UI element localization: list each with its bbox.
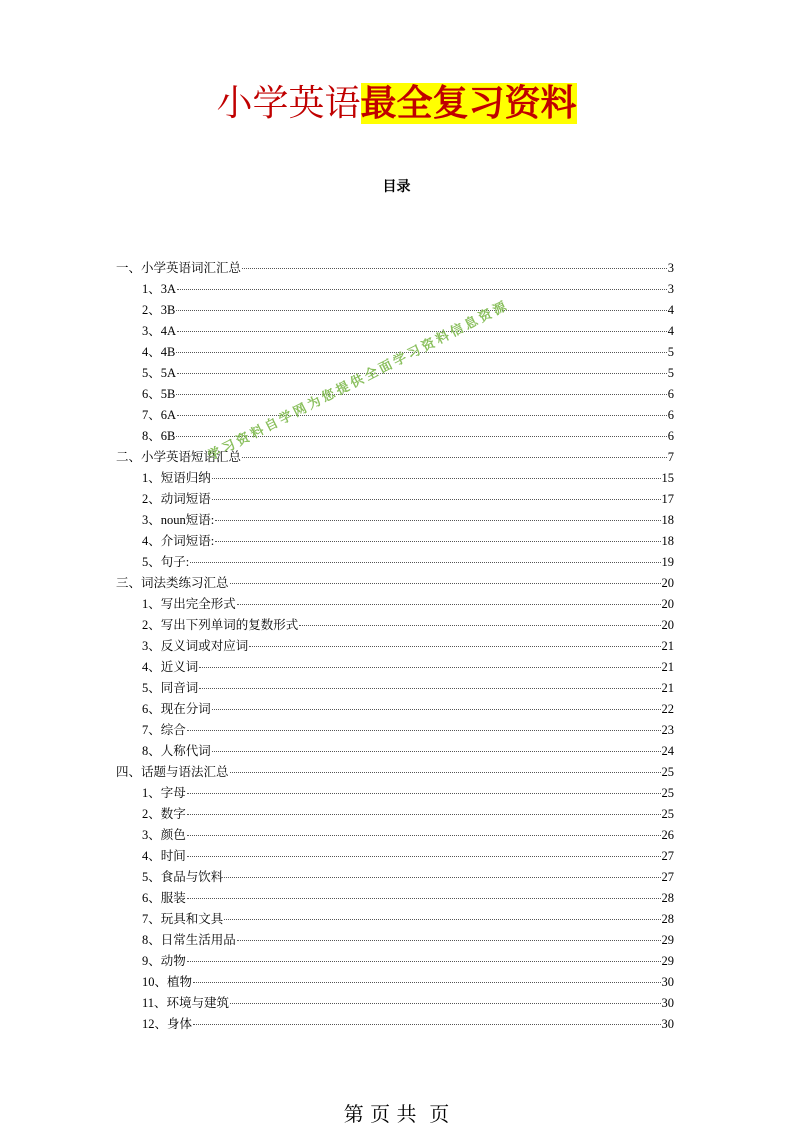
- toc-entry[interactable]: [116, 258, 674, 279]
- toc-entry-page: 27: [661, 849, 674, 863]
- toc-dot-leader: [212, 499, 661, 500]
- toc-entry-page: 27: [661, 870, 674, 884]
- toc-entry[interactable]: [116, 846, 674, 867]
- toc-entry-label: 1、短语归纳: [142, 471, 211, 485]
- toc-dot-leader: [215, 520, 660, 521]
- toc-entry-label: 7、6A: [142, 408, 177, 422]
- toc-entry-label: 6、服装: [142, 891, 186, 905]
- toc-entry-label: 6、现在分词: [142, 702, 211, 716]
- toc-entry-label: 3、反义词或对应词: [142, 639, 249, 653]
- toc-entry-label: 4、介词短语:: [142, 534, 215, 548]
- toc-entry[interactable]: [116, 279, 674, 300]
- toc-entry-page: 6: [667, 387, 674, 401]
- toc-entry[interactable]: [116, 657, 674, 678]
- toc-dot-leader: [249, 646, 660, 647]
- toc-entry-label: 5、同音词: [142, 681, 199, 695]
- toc-entry-label: 3、颜色: [142, 828, 186, 842]
- toc-dot-leader: [187, 856, 661, 857]
- toc-entry[interactable]: [116, 615, 674, 636]
- toc-dot-leader: [187, 835, 661, 836]
- toc-entry[interactable]: [116, 321, 674, 342]
- toc-entry[interactable]: [116, 447, 674, 468]
- toc-entry-page: 18: [661, 534, 674, 548]
- toc-entry[interactable]: [116, 678, 674, 699]
- toc-entry[interactable]: [116, 510, 674, 531]
- toc-entry[interactable]: [116, 699, 674, 720]
- toc-entry[interactable]: [116, 762, 674, 783]
- toc-entry-label: 5、句子:: [142, 555, 190, 569]
- document-title: [0, 82, 793, 126]
- toc-entry-page: 28: [661, 891, 674, 905]
- toc-dot-leader: [212, 751, 661, 752]
- toc-entry[interactable]: [116, 741, 674, 762]
- toc-entry[interactable]: [116, 489, 674, 510]
- toc-dot-leader: [187, 961, 661, 962]
- toc-dot-leader: [177, 289, 667, 290]
- toc-entry-page: 5: [667, 366, 674, 380]
- toc-dot-leader: [215, 541, 660, 542]
- toc-entry-label: 3、4A: [142, 324, 177, 338]
- toc-entry-page: 4: [667, 324, 674, 338]
- toc-entry[interactable]: [116, 384, 674, 405]
- toc-dot-leader: [187, 814, 661, 815]
- toc-entry[interactable]: [116, 804, 674, 825]
- toc-entry-page: 6: [667, 408, 674, 422]
- toc-entry-label: 2、数字: [142, 807, 186, 821]
- toc-entry-label: 四、话题与语法汇总: [116, 765, 229, 779]
- toc-entry-page: 23: [661, 723, 674, 737]
- toc-dot-leader: [190, 562, 660, 563]
- toc-entry-page: 24: [661, 744, 674, 758]
- toc-dot-leader: [230, 583, 661, 584]
- toc-dot-leader: [187, 793, 661, 794]
- toc-entry[interactable]: [116, 552, 674, 573]
- toc-dot-leader: [199, 667, 660, 668]
- toc-entry[interactable]: [116, 531, 674, 552]
- page-footer: 第 页 共 页: [343, 1102, 450, 1126]
- toc-entry-label: 2、动词短语: [142, 492, 211, 506]
- toc-entry-page: 20: [661, 597, 674, 611]
- toc-dot-leader: [242, 268, 667, 269]
- toc-entry-page: 3: [667, 282, 674, 296]
- toc-entry-label: 三、词法类练习汇总: [116, 576, 229, 590]
- toc-dot-leader: [193, 982, 660, 983]
- toc-entry[interactable]: [116, 636, 674, 657]
- title-part1: 小学英语: [216, 83, 361, 124]
- toc-entry-label: 1、3A: [142, 282, 177, 296]
- toc-entry-label: 7、玩具和文具: [142, 912, 224, 926]
- toc-entry-page: 29: [661, 933, 674, 947]
- toc-entry-label: 6、5B: [142, 387, 176, 401]
- toc-entry-page: 26: [661, 828, 674, 842]
- table-of-contents: [116, 258, 674, 1035]
- toc-dot-leader: [199, 688, 660, 689]
- watermark: 学习资料自学网为您提供全面学习资料信息资源: [205, 298, 512, 464]
- toc-entry-page: 28: [661, 912, 674, 926]
- toc-dot-leader: [299, 625, 660, 626]
- toc-entry-page: 30: [661, 996, 674, 1010]
- toc-entry-page: 17: [661, 492, 674, 506]
- toc-entry-label: 4、时间: [142, 849, 186, 863]
- toc-entry[interactable]: [116, 888, 674, 909]
- toc-entry-label: 12、身体: [142, 1017, 193, 1031]
- toc-entry-label: 8、人称代词: [142, 744, 211, 758]
- toc-dot-leader: [187, 730, 661, 731]
- toc-entry-label: 4、近义词: [142, 660, 199, 674]
- toc-dot-leader: [177, 415, 667, 416]
- title-part2-highlighted: 最全复习资料: [360, 83, 577, 124]
- toc-entry-page: 20: [661, 618, 674, 632]
- toc-entry-label: 3、noun短语:: [142, 513, 215, 527]
- toc-dot-leader: [176, 310, 666, 311]
- toc-entry[interactable]: [116, 825, 674, 846]
- toc-entry-label: 7、综合: [142, 723, 186, 737]
- toc-entry-page: 20: [661, 576, 674, 590]
- toc-entry-label: 2、写出下列单词的复数形式: [142, 618, 299, 632]
- toc-entry[interactable]: [116, 972, 674, 993]
- toc-entry[interactable]: [116, 867, 674, 888]
- toc-entry-page: 29: [661, 954, 674, 968]
- toc-entry[interactable]: [116, 909, 674, 930]
- toc-entry[interactable]: [116, 720, 674, 741]
- toc-entry-page: 25: [661, 786, 674, 800]
- toc-entry-page: 21: [661, 681, 674, 695]
- toc-dot-leader: [224, 877, 660, 878]
- toc-entry[interactable]: [116, 300, 674, 321]
- toc-entry[interactable]: [116, 930, 674, 951]
- toc-entry-page: 21: [661, 660, 674, 674]
- toc-dot-leader: [224, 919, 660, 920]
- toc-entry-page: 7: [667, 450, 674, 464]
- toc-entry-label: 9、动物: [142, 954, 186, 968]
- toc-entry-label: 5、5A: [142, 366, 177, 380]
- toc-dot-leader: [230, 772, 661, 773]
- toc-dot-leader: [242, 457, 667, 458]
- toc-entry-label: 11、环境与建筑: [142, 996, 230, 1010]
- toc-entry-page: 18: [661, 513, 674, 527]
- toc-dot-leader: [177, 373, 667, 374]
- toc-dot-leader: [176, 394, 666, 395]
- toc-entry-label: 10、植物: [142, 975, 193, 989]
- toc-entry-page: 25: [661, 807, 674, 821]
- toc-entry[interactable]: [116, 951, 674, 972]
- toc-entry-label: 4、4B: [142, 345, 176, 359]
- toc-entry-page: 5: [667, 345, 674, 359]
- toc-entry-page: 25: [661, 765, 674, 779]
- toc-entry-label: 一、小学英语词汇汇总: [116, 261, 242, 275]
- toc-entry-page: 19: [661, 555, 674, 569]
- toc-entry-page: 22: [661, 702, 674, 716]
- toc-entry[interactable]: [116, 426, 674, 447]
- toc-entry-label: 8、6B: [142, 429, 176, 443]
- toc-entry[interactable]: [116, 573, 674, 594]
- toc-dot-leader: [187, 898, 661, 899]
- toc-dot-leader: [230, 1003, 660, 1004]
- toc-entry-page: 21: [661, 639, 674, 653]
- toc-heading: 目录: [382, 179, 411, 195]
- toc-entry[interactable]: [116, 468, 674, 489]
- toc-entry-label: 5、食品与饮料: [142, 870, 224, 884]
- toc-entry[interactable]: [116, 594, 674, 615]
- toc-dot-leader: [177, 331, 667, 332]
- toc-dot-leader: [237, 604, 661, 605]
- toc-entry-page: 6: [667, 429, 674, 443]
- toc-entry-label: 2、3B: [142, 303, 176, 317]
- toc-entry-label: 1、字母: [142, 786, 186, 800]
- toc-entry[interactable]: [116, 405, 674, 426]
- toc-entry-page: 3: [667, 261, 674, 275]
- toc-entry-label: 1、写出完全形式: [142, 597, 236, 611]
- toc-dot-leader: [212, 478, 661, 479]
- toc-entry[interactable]: [116, 1014, 674, 1035]
- toc-entry-page: 30: [661, 1017, 674, 1031]
- toc-entry-label: 8、日常生活用品: [142, 933, 236, 947]
- toc-dot-leader: [212, 709, 661, 710]
- toc-entry[interactable]: [116, 783, 674, 804]
- toc-dot-leader: [237, 940, 661, 941]
- toc-entry-page: 30: [661, 975, 674, 989]
- toc-entry[interactable]: [116, 993, 674, 1014]
- toc-dot-leader: [193, 1024, 660, 1025]
- toc-entry-page: 4: [667, 303, 674, 317]
- toc-entry-page: 15: [661, 471, 674, 485]
- toc-entry-label: 二、小学英语短语汇总: [116, 450, 242, 464]
